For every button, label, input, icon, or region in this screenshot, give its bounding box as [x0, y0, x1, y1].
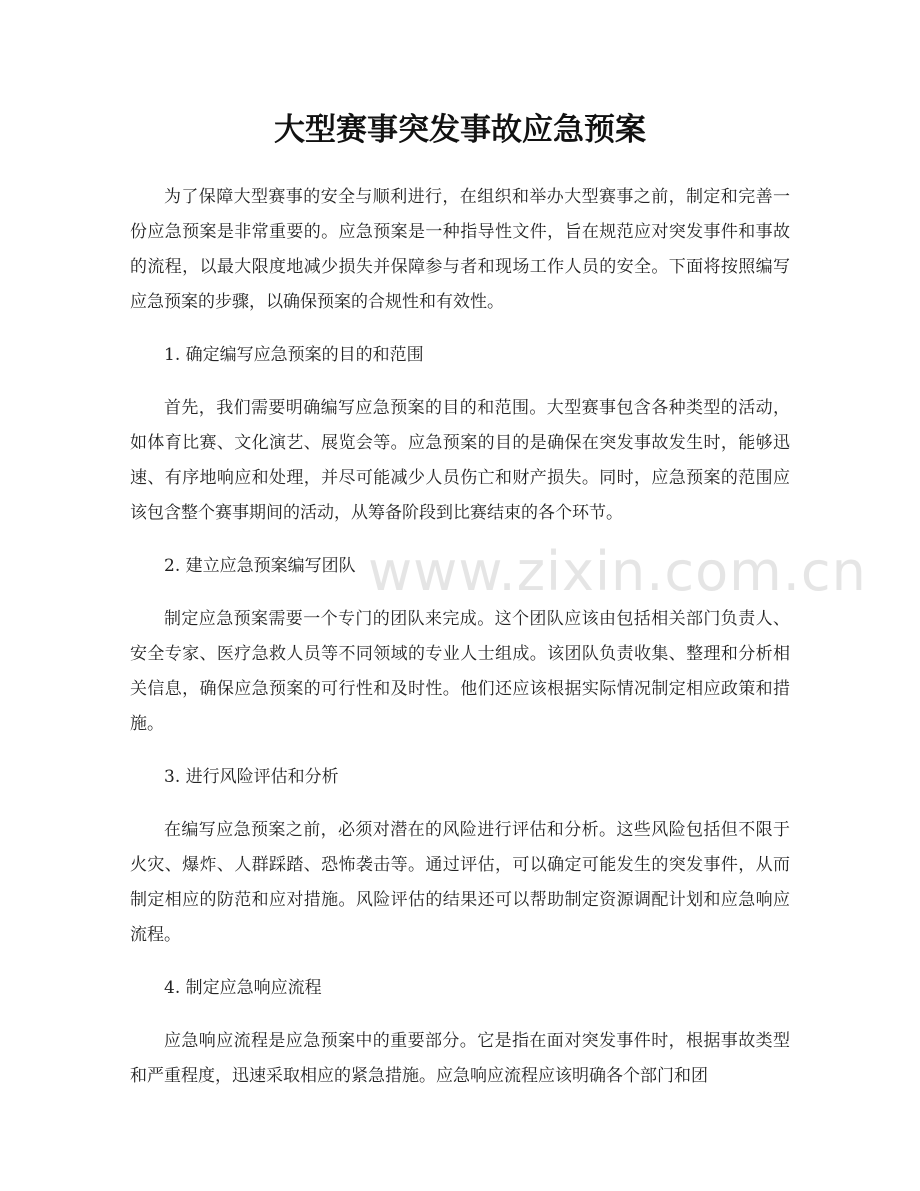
page-title: 大型赛事突发事故应急预案 [274, 112, 646, 148]
document-body [130, 180, 790, 1112]
section-heading-1: 1. 确定编写应急预案的目的和范围 [164, 345, 424, 365]
section-paragraph-1: 首先，我们需要明确编写应急预案的目的和范围。大型赛事包含各种类型的活动，如体育比赛、文化演艺、展览会等。应急预案的目的是确保在突发事故发生时，能够迅速、有序地响应和处理，并尽可能减少人员伤亡和财产损失。同时，应急预案的范围应该包含整个赛事期间的活动，从筹备阶段到比赛结束的各个环节。 [130, 398, 790, 523]
section-paragraph-2: 制定应急预案需要一个专门的团队来完成。这个团队应该由包括相关部门负责人、安全专家、医疗急救人员等不同领域的专业人士组成。该团队负责收集、整理和分析相关信息，确保应急预案的可行性和及时性。他们还应该根据实际情况制定相应政策和措施。 [130, 609, 790, 734]
section-paragraph-3: 在编写应急预案之前，必须对潜在的风险进行评估和分析。这些风险包括但不限于火灾、爆炸、人群踩踏、恐怖袭击等。通过评估，可以确定可能发生的突发事件，从而制定相应的防范和应对措施。风险评估的结果还可以帮助制定资源调配计划和应急响应流程。 [130, 820, 790, 945]
section-heading-2: 2. 建立应急预案编写团队 [164, 556, 356, 576]
section-paragraph-4: 应急响应流程是应急预案中的重要部分。它是指在面对突发事件时，根据事故类型和严重程度，迅速采取相应的紧急措施。应急响应流程应该明确各个部门和团 [130, 1031, 790, 1086]
section-heading-4: 4. 制定应急响应流程 [164, 978, 322, 998]
watermark-text: www.zixin.com.cn [368, 540, 867, 603]
intro-paragraph: 为了保障大型赛事的安全与顺利进行，在组织和举办大型赛事之前，制定和完善一份应急预案是非常重要的。应急预案是一种指导性文件，旨在规范应对突发事件和事故的流程，以最大限度地减少损失并保障参与者和现场工作人员的安全。下面将按照编写应急预案的步骤，以确保预案的合规性和有效性。 [130, 187, 790, 312]
section-heading-3: 3. 进行风险评估和分析 [164, 767, 339, 787]
